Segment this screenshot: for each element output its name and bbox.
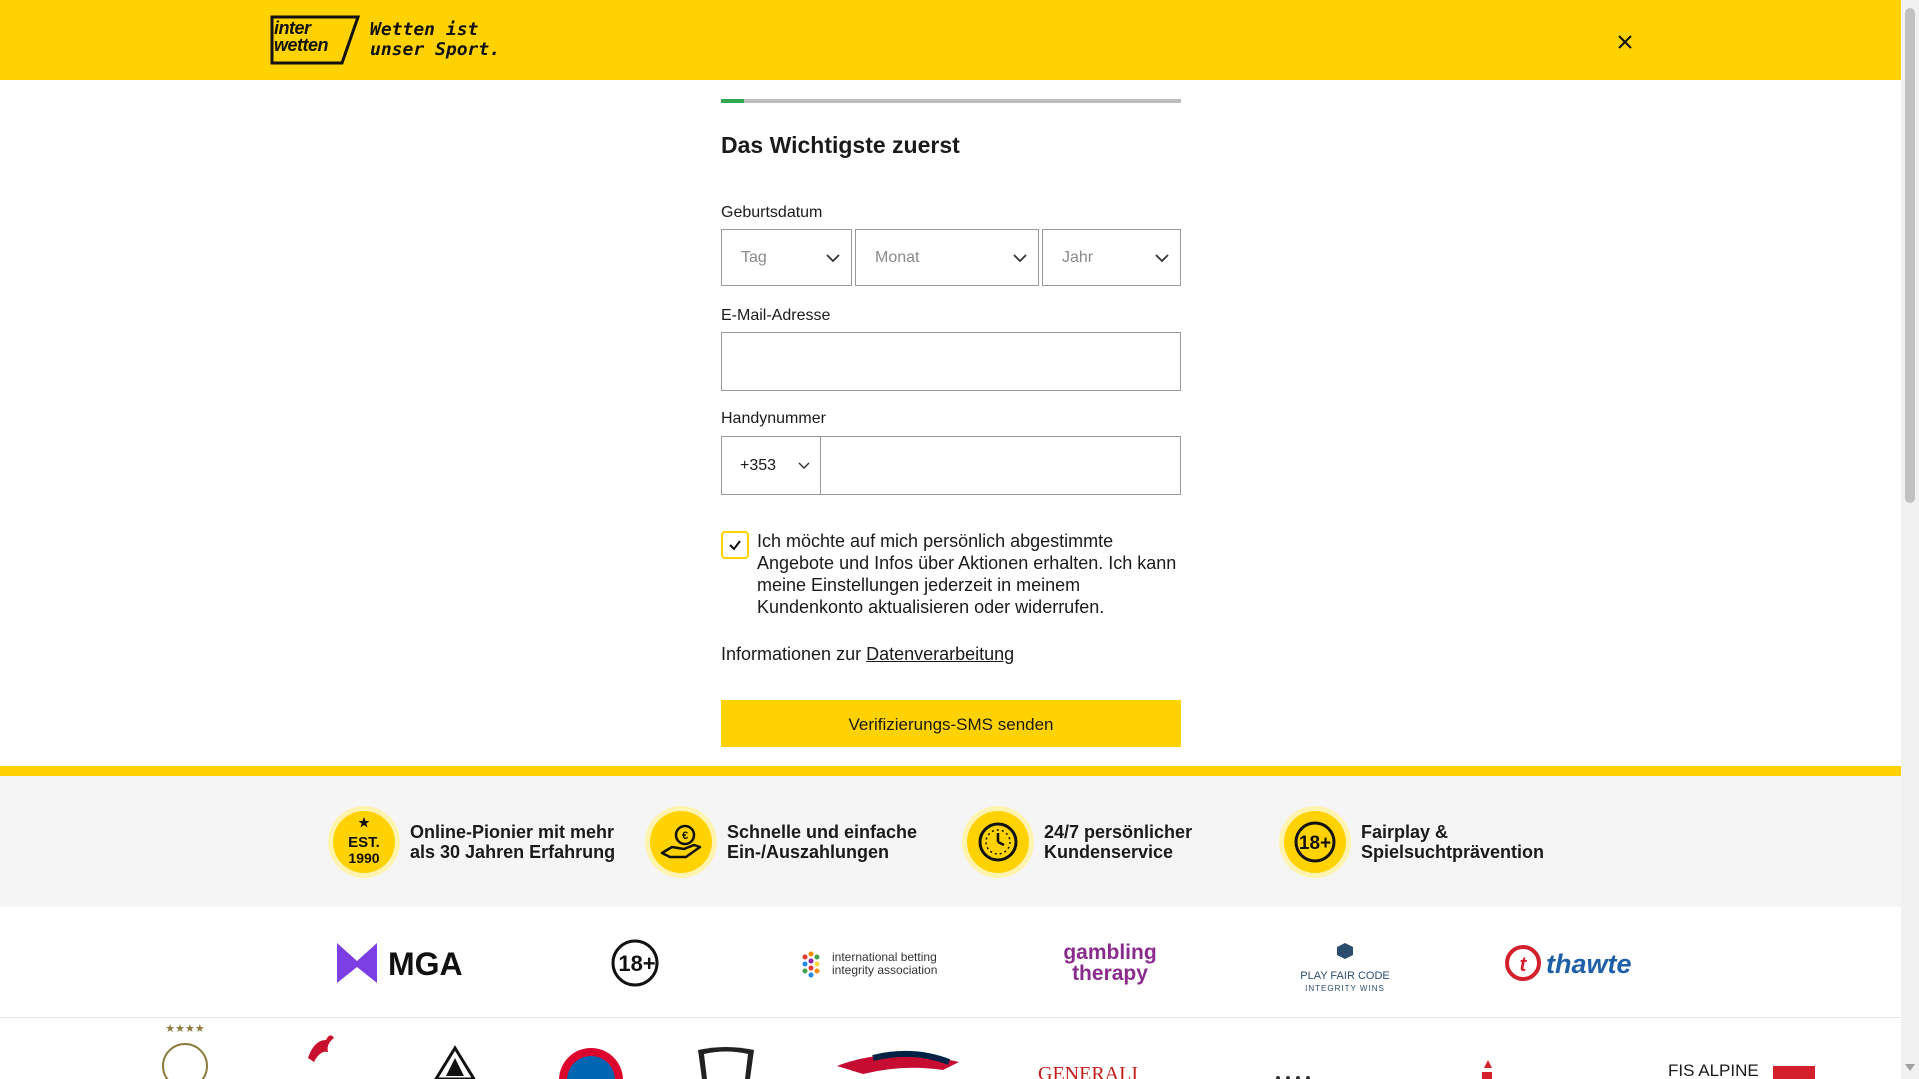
header-bar [0,0,1901,80]
marketing-consent-checkbox[interactable] [721,531,749,559]
feature-fairplay-text: Fairplay & Spielsuchtprävention [1361,822,1545,862]
close-button[interactable] [1612,29,1638,55]
send-verification-sms-button[interactable] [721,700,1181,747]
svg-text:€: € [681,830,689,842]
patriots-logo[interactable] [833,1018,965,1079]
scrollbar-thumb[interactable] [1905,8,1915,503]
feature-payments-text: Schnelle und einfache Ein-/Auszahlungen [727,822,918,862]
svg-text:GENERALI: GENERALI [1038,1063,1138,1079]
svg-text:FIS ALPINE: FIS ALPINE [1668,1061,1759,1079]
generali-logo[interactable] [1036,1018,1186,1079]
phone-prefix-value: +353 [740,457,777,474]
day-placeholder: Tag [741,249,767,266]
clock-icon [962,806,1034,878]
svg-text:t: t [1519,954,1527,976]
partner-red-logo[interactable] [1470,1018,1500,1079]
fis-alpine-logo[interactable] [1666,1018,1816,1079]
email-label: E-Mail-Adresse [721,307,831,324]
phone-prefix-select[interactable] [721,436,821,495]
play-fair-code-logo[interactable] [1298,907,1393,1017]
18-plus-icon [1279,806,1351,878]
svg-text:gambling: gambling [1063,941,1157,964]
data-processing-link[interactable]: Datenverarbeitung [866,644,1015,664]
licence-logos [0,907,1901,1018]
data-processing-prefix: Informationen zur [721,644,867,664]
data-processing-info [721,644,1014,665]
svg-text:INTEGRITY WINS: INTEGRITY WINS [1305,984,1385,993]
chevron-down-icon [798,461,810,471]
mga-logo[interactable] [335,907,465,1017]
send-verification-sms-label: Verifizierungs-SMS senden [848,715,1054,734]
registration-progress-bar [721,99,1181,103]
phone-label: Handynummer [721,410,826,427]
est-1990-icon [328,806,400,878]
progress-fill [721,99,744,103]
fc-bayern-logo[interactable] [558,1018,624,1079]
svg-text:EST.: EST. [348,834,380,851]
svg-text:1990: 1990 [348,850,380,866]
day-select[interactable] [721,229,852,286]
svg-text:thawte: thawte [1546,949,1632,979]
checkmark-icon [728,538,742,552]
close-icon [1612,29,1638,55]
svg-text:international betting: international betting [832,950,937,964]
svg-text:18+: 18+ [618,951,656,976]
gladbach-logo[interactable] [432,1018,478,1079]
email-field[interactable] [721,332,1181,391]
month-select[interactable] [855,229,1039,286]
chevron-down-icon [825,250,841,266]
svg-text:therapy: therapy [1072,962,1148,985]
thawte-logo[interactable] [1502,907,1662,1017]
feature-experience-text: Online-Pionier mit mehr als 30 Jahren Erfahrung [410,822,616,862]
dfb-logo[interactable] [155,1018,215,1079]
page-scrollbar[interactable] [1901,0,1919,1079]
logo-text-wetten: wetten [274,35,329,55]
partner-logos [0,1018,1901,1079]
year-select[interactable] [1042,229,1181,286]
feature-support-text: 24/7 persönlicher Kundenservice [1044,822,1193,862]
year-placeholder: Jahr [1062,249,1094,266]
svg-text:18+: 18+ [1298,833,1332,854]
svg-text:PLAY FAIR CODE: PLAY FAIR CODE [1300,970,1390,982]
tagline [370,20,500,60]
month-placeholder: Monat [875,249,920,266]
nhl-logo[interactable] [692,1018,760,1079]
svg-text:integrity association: integrity association [832,963,938,977]
tagline-line-1: Wetten ist [370,19,479,40]
features-strip [0,776,1901,907]
tagline-line-2: unser Sport. [370,39,501,60]
phone-number-field[interactable] [820,436,1181,495]
interwetten-logo[interactable] [270,15,360,65]
logo-text-inter: inter [274,18,311,38]
chevron-down-icon [1154,250,1170,266]
gambling-therapy-logo[interactable] [1058,907,1163,1017]
payment-hand-icon [645,806,717,878]
footer-divider [0,766,1901,776]
birthdate-label: Geburtsdatum [721,204,823,221]
chevron-down-icon [1012,250,1028,266]
svg-text:MGA: MGA [388,946,463,982]
18-plus-logo[interactable] [610,907,664,1017]
partner-dots-logo[interactable] [1270,1018,1320,1079]
liverpool-logo[interactable] [300,1018,346,1079]
scroll-down-arrow-icon[interactable] [1905,1064,1915,1071]
svg-text:★★★★: ★★★★ [165,1022,205,1035]
marketing-consent-text: Ich möchte auf mich persönlich abgestimmte Angebote und Infos über Aktionen erhalten. Ich kann meine Einstellungen jederzeit in meinem Kundenkonto aktualisieren oder widerrufen. [757,531,1177,617]
ibia-logo[interactable] [800,907,950,1017]
form-title: Das Wichtigste zuerst [721,132,960,158]
